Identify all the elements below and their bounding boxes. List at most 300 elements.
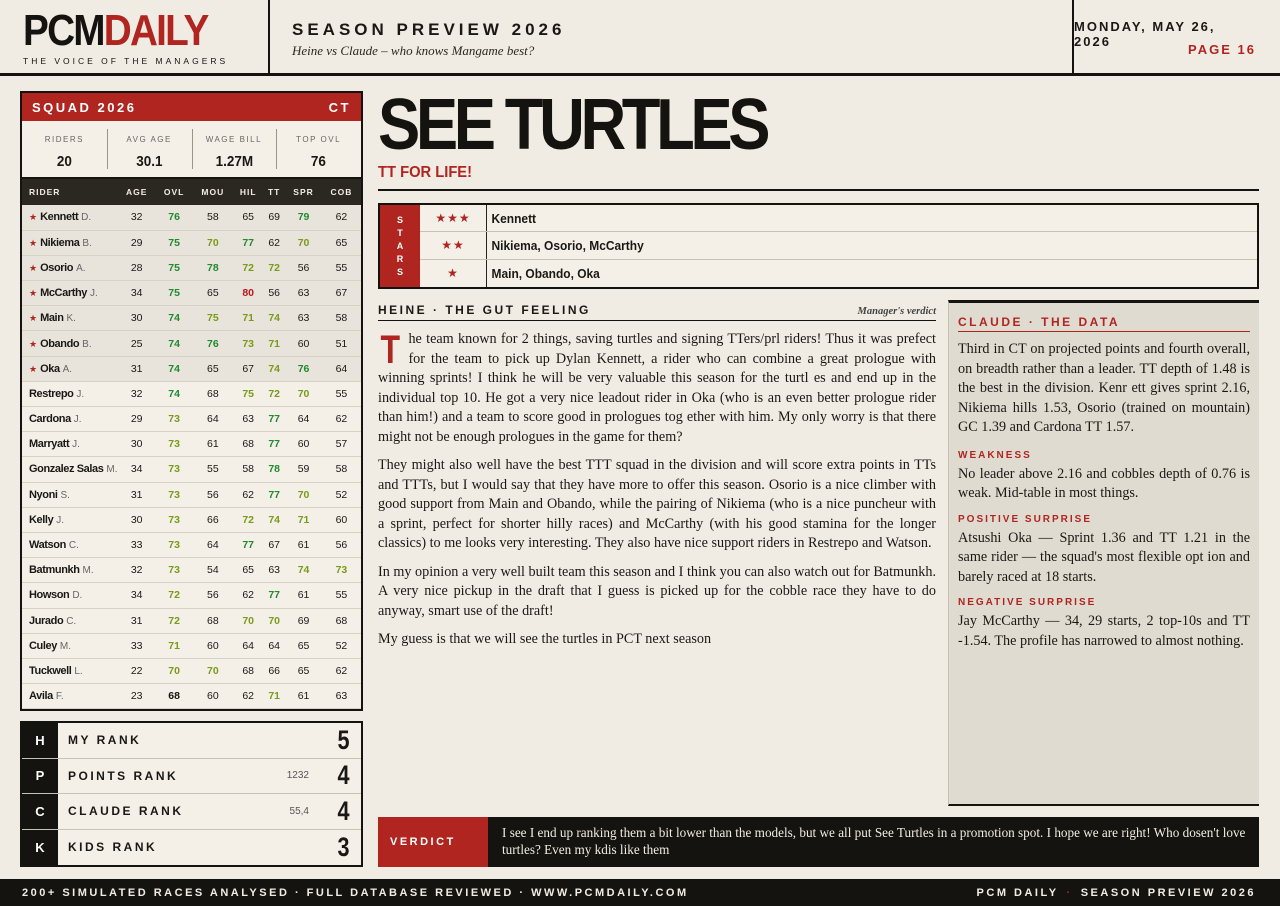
rank-key: H	[22, 723, 58, 758]
rider-age: 22	[118, 658, 156, 683]
roster-row[interactable]	[22, 558, 361, 583]
rider-spr: 59	[285, 457, 322, 482]
rider-hil: 72	[233, 507, 263, 532]
rider-tt: 69	[263, 205, 285, 230]
rider-first-initial: B.	[82, 338, 92, 350]
roster-row[interactable]	[22, 356, 361, 381]
rider-last-name: Cardona	[29, 413, 71, 426]
rider-cob: 52	[322, 482, 361, 507]
rider-hil: 65	[233, 205, 263, 230]
roster-row[interactable]	[22, 684, 361, 709]
rider-tt: 71	[263, 684, 285, 709]
leader-star-icon: ★	[29, 237, 38, 248]
rider-ovl: 73	[156, 432, 193, 457]
roster-row[interactable]	[22, 482, 361, 507]
stat-wage-bill	[192, 121, 277, 177]
rider-last-name: Main	[40, 312, 64, 325]
rider-age: 31	[118, 608, 156, 633]
team-name: SEE TURTLES	[378, 85, 767, 165]
roster-row[interactable]	[22, 432, 361, 457]
rider-first-initial: J.	[56, 514, 64, 526]
rider-hil: 77	[233, 230, 263, 255]
star-riders: Main, Obando, Oka	[486, 260, 600, 287]
rider-last-name: Batmunkh	[29, 564, 80, 577]
leader-star-icon: ★	[29, 338, 38, 349]
logo[interactable]	[23, 6, 208, 56]
leader-star-icon: ★	[29, 262, 38, 273]
tagline: THE VOICE OF THE MANAGERS	[23, 56, 229, 66]
rider-mou: 75	[192, 306, 233, 331]
roster-row[interactable]	[22, 281, 361, 306]
rider-age: 33	[118, 633, 156, 658]
star-row-2	[420, 232, 1257, 259]
rank-key: P	[22, 759, 58, 794]
verdict-tag: VERDICT	[378, 817, 488, 867]
rider-mou: 64	[192, 532, 233, 557]
col-cob[interactable]: COB	[322, 179, 361, 205]
rider-name	[22, 457, 118, 482]
rider-cob: 55	[322, 255, 361, 280]
rider-hil: 58	[233, 457, 263, 482]
leader-star-icon: ★	[29, 363, 38, 374]
rank-label: KIDS RANK	[68, 840, 158, 855]
rider-name	[22, 482, 118, 507]
logo-pcm: PCM	[23, 6, 104, 55]
stat-value: 20	[56, 153, 72, 170]
rider-mou: 54	[192, 558, 233, 583]
rank-value: 3	[337, 831, 350, 862]
rider-tt: 74	[263, 306, 285, 331]
rider-cob: 62	[322, 658, 361, 683]
negative-surprise-text: Jay McCarthy — 34, 29 starts, 2 top-10s and TT -1.54. The profile has narrowed to almost nothing.	[958, 613, 1250, 649]
rider-ovl: 75	[156, 281, 193, 306]
stat-value: 76	[311, 153, 327, 170]
rider-last-name: Jurado	[29, 614, 64, 627]
stars-tag	[380, 205, 420, 287]
roster-row[interactable]	[22, 381, 361, 406]
rider-tt: 78	[263, 457, 285, 482]
rider-last-name: Obando	[40, 337, 80, 350]
rider-ovl: 73	[156, 482, 193, 507]
rider-mou: 60	[192, 684, 233, 709]
rider-name	[22, 633, 118, 658]
rider-first-initial: D.	[72, 590, 83, 602]
footer-left[interactable]: 200+ SIMULATED RACES ANALYSED · FULL DATABASE REVIEWED · WWW.PCMDAILY.COM	[22, 887, 689, 899]
rider-tt: 62	[263, 230, 285, 255]
stars-tag-letter: S	[396, 266, 403, 277]
rider-cob: 67	[322, 281, 361, 306]
claude-title: CLAUDE · THE DATA	[958, 315, 1250, 332]
rider-last-name: Kelly	[29, 513, 54, 526]
star-row-3	[420, 205, 1257, 232]
rider-hil: 62	[233, 583, 263, 608]
rider-first-initial: J.	[73, 414, 82, 426]
verdict-text: I see I end up ranking them a bit lower than the models, but we all put See Turtles in a promotion spot. I hope we are right! Who dosen't love turtles? Even my kdis like them	[502, 825, 1246, 857]
rider-name	[22, 255, 118, 280]
rider-spr: 70	[285, 381, 322, 406]
rider-name	[22, 407, 118, 432]
logo-block	[0, 0, 270, 73]
rider-spr: 63	[285, 281, 322, 306]
positive-surprise-text: Atsushi Oka — Sprint 1.36 and TT 1.21 in the same rider — the squad's most flexible opt ion and barely raced at 18 starts.	[958, 529, 1250, 585]
heine-header	[378, 303, 936, 321]
rider-cob: 62	[322, 205, 361, 230]
footer-issue: SEASON PREVIEW 2026	[1080, 887, 1256, 899]
rider-cob: 51	[322, 331, 361, 356]
rider-first-initial: J.	[72, 439, 80, 451]
rider-age: 34	[118, 281, 156, 306]
rider-spr: 71	[285, 507, 322, 532]
rider-cob: 63	[322, 684, 361, 709]
rider-hil: 71	[233, 306, 263, 331]
rider-last-name: Tuckwell	[29, 664, 72, 677]
rider-hil: 63	[233, 407, 263, 432]
rider-age: 30	[118, 507, 156, 532]
rider-spr: 64	[285, 407, 322, 432]
rider-cob: 58	[322, 306, 361, 331]
rider-spr: 79	[285, 205, 322, 230]
issue-date: MONDAY, MAY 26, 2026	[1074, 19, 1216, 49]
roster-row[interactable]	[22, 457, 361, 482]
masthead	[0, 0, 1280, 76]
rider-ovl: 71	[156, 633, 193, 658]
star-riders: Nikiema, Osorio, McCarthy	[486, 232, 644, 258]
footer	[0, 879, 1280, 906]
roster-row[interactable]	[22, 633, 361, 658]
squad-panel	[20, 91, 363, 711]
rider-hil: 64	[233, 633, 263, 658]
footer-dot: ·	[1066, 887, 1073, 899]
rider-ovl: 73	[156, 558, 193, 583]
rider-age: 29	[118, 407, 156, 432]
ranks-panel	[20, 721, 363, 867]
rider-cob: 52	[322, 633, 361, 658]
rider-ovl: 73	[156, 407, 193, 432]
rider-cob: 55	[322, 381, 361, 406]
footer-right	[977, 887, 1256, 899]
rider-hil: 68	[233, 432, 263, 457]
rider-first-initial: K.	[66, 313, 76, 325]
rider-mou: 61	[192, 432, 233, 457]
rider-mou: 76	[192, 331, 233, 356]
rider-cob: 73	[322, 558, 361, 583]
rider-tt: 77	[263, 583, 285, 608]
rider-last-name: Avila	[29, 690, 53, 703]
rider-last-name: Marryatt	[29, 438, 70, 451]
rider-mou: 55	[192, 457, 233, 482]
col-age[interactable]: AGE	[118, 179, 156, 205]
stars-box	[378, 203, 1259, 289]
rider-ovl: 74	[156, 331, 193, 356]
title-divider	[378, 189, 1259, 191]
weakness-label: WEAKNESS	[958, 449, 1032, 461]
rider-ovl: 75	[156, 230, 193, 255]
rider-hil: 77	[233, 532, 263, 557]
stat-label: AVG AGE	[126, 135, 172, 144]
rider-age: 32	[118, 381, 156, 406]
rider-first-initial: J.	[89, 288, 98, 300]
rider-tt: 72	[263, 381, 285, 406]
rider-spr: 70	[285, 230, 322, 255]
rider-first-initial: A.	[76, 262, 86, 274]
roster-row[interactable]	[22, 255, 361, 280]
rank-sub: 55,4	[289, 805, 309, 817]
rider-age: 32	[118, 205, 156, 230]
rider-cob: 62	[322, 407, 361, 432]
star-icon: ★★	[441, 238, 465, 253]
rider-first-initial: C.	[66, 615, 77, 627]
squad-division: CT	[328, 99, 351, 115]
rider-age: 28	[118, 255, 156, 280]
roster-table	[22, 179, 361, 709]
rider-tt: 56	[263, 281, 285, 306]
rider-cob: 68	[322, 608, 361, 633]
rider-name	[22, 356, 118, 381]
rider-cob: 55	[322, 583, 361, 608]
rider-spr: 69	[285, 608, 322, 633]
rider-tt: 67	[263, 532, 285, 557]
stat-label: WAGE BILL	[205, 135, 263, 144]
rider-mou: 56	[192, 482, 233, 507]
rider-last-name: Restrepo	[29, 387, 74, 400]
rider-ovl: 72	[156, 608, 193, 633]
stat-value: 30.1	[135, 153, 163, 170]
rider-tt: 72	[263, 255, 285, 280]
rider-tt: 71	[263, 331, 285, 356]
rank-row-claude	[22, 794, 361, 830]
roster-row[interactable]	[22, 205, 361, 230]
heine-paragraph-1	[378, 330, 936, 447]
rider-spr: 74	[285, 558, 322, 583]
rider-last-name: Osorio	[40, 261, 74, 274]
rider-first-initial: F.	[55, 691, 64, 703]
roster-row[interactable]	[22, 230, 361, 255]
rider-ovl: 74	[156, 356, 193, 381]
rider-ovl: 68	[156, 684, 193, 709]
col-tt[interactable]: TT	[263, 179, 285, 205]
rider-mou: 64	[192, 407, 233, 432]
rider-last-name: Kennett	[40, 211, 79, 224]
rider-tt: 64	[263, 633, 285, 658]
rider-first-initial: M.	[59, 640, 71, 652]
rider-ovl: 75	[156, 255, 193, 280]
rider-ovl: 73	[156, 532, 193, 557]
roster-row[interactable]	[22, 407, 361, 432]
rank-value: 5	[337, 724, 350, 755]
rider-ovl: 72	[156, 583, 193, 608]
rider-hil: 68	[233, 658, 263, 683]
stars-tag-letter: A	[396, 240, 404, 251]
rank-row-points	[22, 759, 361, 795]
stat-riders	[22, 121, 107, 177]
rider-first-initial: J.	[76, 388, 85, 400]
rider-tt: 77	[263, 432, 285, 457]
rider-name	[22, 583, 118, 608]
leader-star-icon: ★	[29, 288, 38, 299]
rider-spr: 70	[285, 482, 322, 507]
col-hil[interactable]: HIL	[233, 179, 263, 205]
rider-name	[22, 507, 118, 532]
rank-label: MY RANK	[68, 733, 142, 748]
heine-column	[378, 303, 936, 650]
rider-age: 25	[118, 331, 156, 356]
rider-mou: 65	[192, 356, 233, 381]
rider-first-initial: D.	[81, 212, 92, 224]
rider-last-name: Howson	[29, 589, 70, 602]
stars-tag-letter: T	[397, 227, 403, 238]
rider-name	[22, 281, 118, 306]
stat-top-ovl	[276, 121, 361, 177]
rider-name	[22, 306, 118, 331]
rider-first-initial: M.	[106, 464, 118, 476]
rider-spr: 60	[285, 432, 322, 457]
rider-tt: 77	[263, 482, 285, 507]
rider-mou: 60	[192, 633, 233, 658]
rider-ovl: 74	[156, 306, 193, 331]
rank-key: C	[22, 794, 58, 829]
rider-hil: 67	[233, 356, 263, 381]
team-motto: TT FOR LIFE!	[378, 164, 473, 181]
rider-mou: 70	[192, 658, 233, 683]
rider-cob: 60	[322, 507, 361, 532]
stars-tag-letter: S	[396, 214, 403, 225]
rider-name	[22, 331, 118, 356]
rider-last-name: Culey	[29, 639, 57, 652]
rider-name	[22, 558, 118, 583]
squad-stats	[22, 121, 361, 179]
verdict-bar	[378, 817, 1259, 867]
col-mou[interactable]: MOU	[192, 179, 233, 205]
rider-mou: 68	[192, 381, 233, 406]
rider-spr: 63	[285, 306, 322, 331]
heine-title: HEINE · THE GUT FEELING	[378, 303, 591, 317]
rider-name	[22, 658, 118, 683]
stat-label: RIDERS	[44, 135, 84, 144]
roster-row[interactable]	[22, 507, 361, 532]
rider-cob: 56	[322, 532, 361, 557]
rider-cob: 65	[322, 230, 361, 255]
rider-hil: 62	[233, 482, 263, 507]
issue-block	[272, 0, 1072, 73]
rider-spr: 65	[285, 633, 322, 658]
rider-first-initial: A.	[62, 363, 73, 375]
rider-ovl: 74	[156, 381, 193, 406]
claude-intro: Third in CT on projected points and fourth overall, on breadth rather than a leader. TT depth of 1.48 is the best in the division. Kenr ett gives sprint 2.16, Nikiema hills 1.53, Osorio (trained on mountain) GC 1.39 and Cardona TT 1.57.	[958, 341, 1250, 435]
star-icon: ★	[447, 266, 459, 281]
rider-cob: 58	[322, 457, 361, 482]
issue-title: SEASON PREVIEW 2026	[292, 20, 566, 39]
rider-spr: 61	[285, 684, 322, 709]
col-ovl[interactable]: OVL	[156, 179, 193, 205]
rider-hil: 80	[233, 281, 263, 306]
rider-age: 29	[118, 230, 156, 255]
squad-header	[22, 93, 361, 121]
rank-value: 4	[337, 760, 350, 791]
rider-mou: 66	[192, 507, 233, 532]
rank-key: K	[22, 830, 58, 866]
rider-hil: 73	[233, 331, 263, 356]
rider-mou: 78	[192, 255, 233, 280]
roster-header-row	[22, 179, 361, 205]
rank-row-kids	[22, 830, 361, 866]
rank-value: 4	[337, 795, 350, 826]
negative-surprise-label: NEGATIVE SURPRISE	[958, 597, 1097, 608]
rider-hil: 75	[233, 381, 263, 406]
rider-age: 30	[118, 306, 156, 331]
roster-row[interactable]	[22, 306, 361, 331]
squad-title: SQUAD 2026	[32, 99, 137, 115]
col-spr[interactable]: SPR	[285, 179, 322, 205]
rider-age: 32	[118, 558, 156, 583]
rank-label: POINTS RANK	[68, 768, 179, 783]
rider-ovl: 73	[156, 507, 193, 532]
page-number: PAGE 16	[1188, 42, 1256, 57]
roster-row[interactable]	[22, 658, 361, 683]
rider-tt: 74	[263, 507, 285, 532]
roster-row[interactable]	[22, 532, 361, 557]
rider-last-name: Gonzalez Salas	[29, 463, 104, 476]
leader-star-icon: ★	[29, 313, 38, 324]
rider-mou: 58	[192, 205, 233, 230]
rank-label: CLAUDE RANK	[68, 804, 184, 819]
star-row-1	[420, 260, 1257, 287]
roster-row[interactable]	[22, 331, 361, 356]
rider-name	[22, 205, 118, 230]
rider-hil: 72	[233, 255, 263, 280]
stars-tag-letter: R	[396, 253, 404, 264]
col-rider[interactable]: RIDER	[22, 179, 118, 205]
rider-first-initial: L.	[74, 665, 83, 677]
roster-row[interactable]	[22, 608, 361, 633]
rider-spr: 56	[285, 255, 322, 280]
footer-brand: PCM DAILY	[976, 887, 1059, 899]
rider-ovl: 76	[156, 205, 193, 230]
heine-paragraph-3: In my opinion a very well built team this season and I think you can also watch out for Batmunkh. A very nice pickup in the draft that I guess is picked up for the cobble race they have to do anyway, smart use of the draft!	[378, 563, 936, 619]
rider-tt: 70	[263, 608, 285, 633]
weakness-text: No leader above 2.16 and cobbles depth of 0.76 is weak. Mid-table in most things.	[958, 465, 1250, 501]
rider-spr: 65	[285, 658, 322, 683]
roster-body	[22, 205, 361, 709]
rider-hil: 70	[233, 608, 263, 633]
rider-last-name: Watson	[29, 539, 66, 552]
rider-cob: 64	[322, 356, 361, 381]
rider-spr: 76	[285, 356, 322, 381]
rider-name	[22, 381, 118, 406]
rider-tt: 77	[263, 407, 285, 432]
rider-name	[22, 432, 118, 457]
claude-column	[948, 300, 1259, 806]
rider-tt: 74	[263, 356, 285, 381]
rider-last-name: Nikiema	[40, 236, 80, 249]
rider-first-initial: S.	[60, 489, 70, 501]
heine-paragraph-1-text: he team known for 2 things, saving turtles and signing TTers/prl riders! Thus it was prefect for the team to pick up Dylan Kennett, a rider who can combine a great prologue with winning sprints! I think he will be very valuable this season for the turtl es and end up in the individual top 10. He got a very nice leadout rider in Oka (who is an even better prologue rider than him!) and a team to score good in prologues tog ether with him. My only worry is that there might not be enough prologues in the game for them?	[378, 331, 936, 445]
rider-tt: 63	[263, 558, 285, 583]
rider-first-initial: C.	[68, 540, 79, 552]
rider-first-initial: M.	[82, 565, 94, 577]
rider-mou: 68	[192, 608, 233, 633]
positive-surprise-label: POSITIVE SURPRISE	[958, 513, 1093, 525]
stat-value: 1.27M	[215, 153, 253, 170]
roster-row[interactable]	[22, 583, 361, 608]
rider-name	[22, 608, 118, 633]
rider-last-name: Nyoni	[29, 488, 58, 501]
heine-paragraph-4: My guess is that we will see the turtles in PCT next season	[378, 631, 712, 647]
rider-name	[22, 230, 118, 255]
rider-age: 23	[118, 684, 156, 709]
rider-spr: 60	[285, 331, 322, 356]
heine-paragraph-2: They might also well have the best TTT squad in the division and will score extra points in TTs and TTTs, but I would say that they have more to offer this season. Osorio is a nice climber with good support from Main and Obando, while the pairing of Nikiema (who is a nice puncheur with a sprint, perfect for shorter hilly races) and McCarthy (with his good stamina for the longer classics) to me looks very interesting. They also have nice support riders in Restrepo and Watson.	[378, 457, 936, 551]
rider-hil: 65	[233, 558, 263, 583]
